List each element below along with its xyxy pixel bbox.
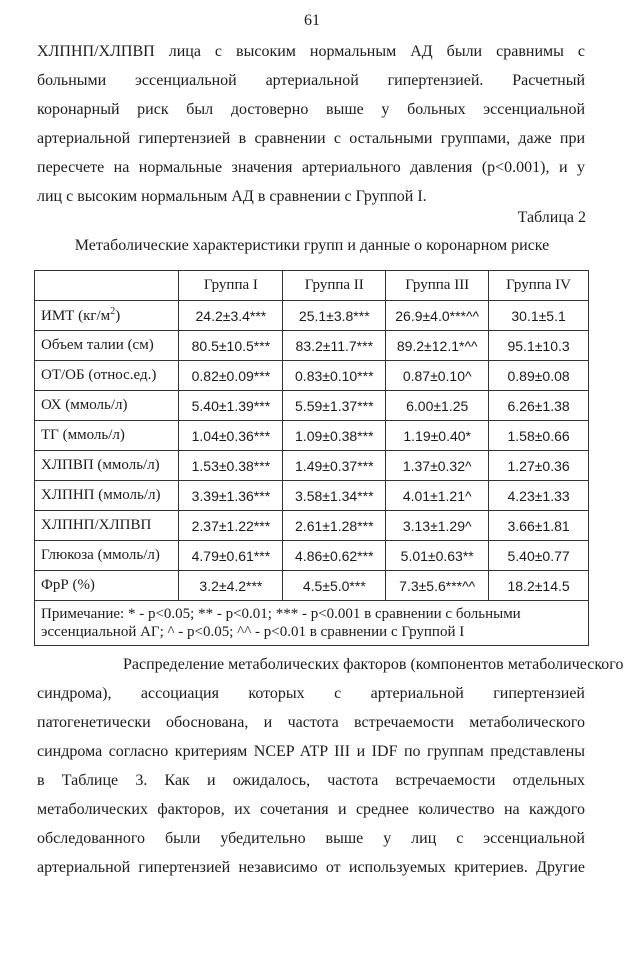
text-line: артериальной гипертензией независимо от используемых критериев. Другие <box>37 859 585 876</box>
text-line: в Таблице 3. Как и ожидалось, частота встречаемости отдельных <box>37 772 585 789</box>
metabolic-table <box>34 270 589 646</box>
table-cell: 5.59±1.37*** <box>283 391 386 421</box>
table-cell: 1.09±0.38*** <box>283 421 386 451</box>
row-label: ХЛПВП (ммоль/л) <box>35 451 179 481</box>
table-cell: 6.26±1.38 <box>489 391 589 421</box>
table-cell: 3.39±1.36*** <box>179 481 283 511</box>
table-cell: 1.58±0.66 <box>489 421 589 451</box>
table-row <box>35 391 589 421</box>
table-cell: 1.19±0.40* <box>386 421 489 451</box>
table-cell: 95.1±10.3 <box>489 331 589 361</box>
page-number: 61 <box>304 12 320 29</box>
note-line: эссенциальной АГ; ^ - p<0.05; ^^ - p<0.01 в сравнении с Группой I <box>41 624 465 640</box>
note-line: Примечание: * - p<0.05; ** - p<0.01; *** - p<0.001 в сравнении с больными <box>41 606 521 622</box>
table-cell: 0.89±0.08 <box>489 361 589 391</box>
header-cell: Группа I <box>179 271 283 301</box>
row-label-text: ИМТ (кг/м <box>41 308 111 324</box>
table-cell: 89.2±12.1*^^ <box>386 331 489 361</box>
row-label: ОТ/ОБ (относ.ед.) <box>35 361 179 391</box>
table-cell: 3.13±1.29^ <box>386 511 489 541</box>
table-cell: 3.2±4.2*** <box>179 571 283 601</box>
table-cell: 7.3±5.6***^^ <box>386 571 489 601</box>
text-line: артериальной гипертензией в сравнении с остальными группами, даже при <box>37 130 585 147</box>
text-line: обследованного были убедительно выше у лиц с эссенциальной <box>37 830 585 847</box>
table-row <box>35 331 589 361</box>
row-label: ХЛПНП (ммоль/л) <box>35 481 179 511</box>
table-cell: 30.1±5.1 <box>489 301 589 331</box>
table-cell: 83.2±11.7*** <box>283 331 386 361</box>
row-label: ХЛПНП/ХЛПВП <box>35 511 179 541</box>
header-cell <box>35 271 179 301</box>
header-cell: Группа II <box>283 271 386 301</box>
table-row <box>35 511 589 541</box>
table-note <box>35 601 589 646</box>
table-cell: 1.53±0.38*** <box>179 451 283 481</box>
table-cell: 5.40±0.77 <box>489 541 589 571</box>
row-label: Объем талии (см) <box>35 331 179 361</box>
text-line: ХЛПНП/ХЛПВП лица с высоким нормальным АД были сравнимы с <box>37 43 585 60</box>
table-cell: 1.27±0.36 <box>489 451 589 481</box>
table-cell: 0.87±0.10^ <box>386 361 489 391</box>
table-cell: 1.04±0.36*** <box>179 421 283 451</box>
text-line: Распределение метаболических факторов (компонентов метаболического <box>123 656 624 673</box>
table-row <box>35 481 589 511</box>
text-line: пересчете на нормальные значения артериального давления (p<0.001), и у <box>37 159 585 176</box>
table-cell: 0.82±0.09*** <box>179 361 283 391</box>
table-cell: 5.40±1.39*** <box>179 391 283 421</box>
text-line: коронарный риск был достоверно выше у больных эссенциальной <box>37 101 585 118</box>
text-line: патогенетически обоснована, и частота встречаемости метаболического <box>37 714 585 731</box>
table-title: Метаболические характеристики групп и данные о коронарном риске <box>74 237 550 254</box>
row-label: Глюкоза (ммоль/л) <box>35 541 179 571</box>
row-label: ФрР (%) <box>35 571 179 601</box>
table-cell: 5.01±0.63** <box>386 541 489 571</box>
table-cell: 25.1±3.8*** <box>283 301 386 331</box>
table-cell: 4.23±1.33 <box>489 481 589 511</box>
text-line: синдрома согласно критериям NCEP ATP III и IDF по группам представлены <box>37 743 585 760</box>
table-cell: 2.37±1.22*** <box>179 511 283 541</box>
row-label-tail: ) <box>115 308 121 324</box>
table-cell: 4.86±0.62*** <box>283 541 386 571</box>
header-cell: Группа III <box>386 271 489 301</box>
row-label: ТГ (ммоль/л) <box>35 421 179 451</box>
table-label: Таблица 2 <box>517 209 586 226</box>
table-cell: 1.49±0.37*** <box>283 451 386 481</box>
table-cell: 80.5±10.5*** <box>179 331 283 361</box>
table-row <box>35 421 589 451</box>
table-cell: 2.61±1.28*** <box>283 511 386 541</box>
table-cell: 6.00±1.25 <box>386 391 489 421</box>
table-row <box>35 361 589 391</box>
table-cell: 4.79±0.61*** <box>179 541 283 571</box>
text-line: синдрома), ассоциация которых с артериальной гипертензией <box>37 685 585 702</box>
table-cell: 18.2±14.5 <box>489 571 589 601</box>
table-cell: 3.66±1.81 <box>489 511 589 541</box>
table-cell: 24.2±3.4*** <box>179 301 283 331</box>
paragraph-2 <box>37 650 624 882</box>
table-cell: 1.37±0.32^ <box>386 451 489 481</box>
table-cell: 26.9±4.0***^^ <box>386 301 489 331</box>
table-cell: 4.01±1.21^ <box>386 481 489 511</box>
table-cell: 0.83±0.10*** <box>283 361 386 391</box>
row-label: ОХ (ммоль/л) <box>35 391 179 421</box>
header-cell: Группа IV <box>489 271 589 301</box>
table-header-row <box>35 271 589 301</box>
superscript: 2 <box>110 306 116 317</box>
table-row <box>35 541 589 571</box>
table-note-row <box>35 601 589 646</box>
paragraph-1 <box>37 37 585 211</box>
table-cell: 3.58±1.34*** <box>283 481 386 511</box>
table-cell: 4.5±5.0*** <box>283 571 386 601</box>
row-label <box>35 301 179 331</box>
table-row <box>35 571 589 601</box>
table-row <box>35 451 589 481</box>
text-line: метаболических факторов, их сочетания и среднее количество на каждого <box>37 801 585 818</box>
table-row <box>35 301 589 331</box>
text-line: больными эссенциальной артериальной гипертензией. Расчетный <box>37 72 585 89</box>
text-line: лиц с высоким нормальным АД в сравнении с Группой I. <box>37 188 427 205</box>
